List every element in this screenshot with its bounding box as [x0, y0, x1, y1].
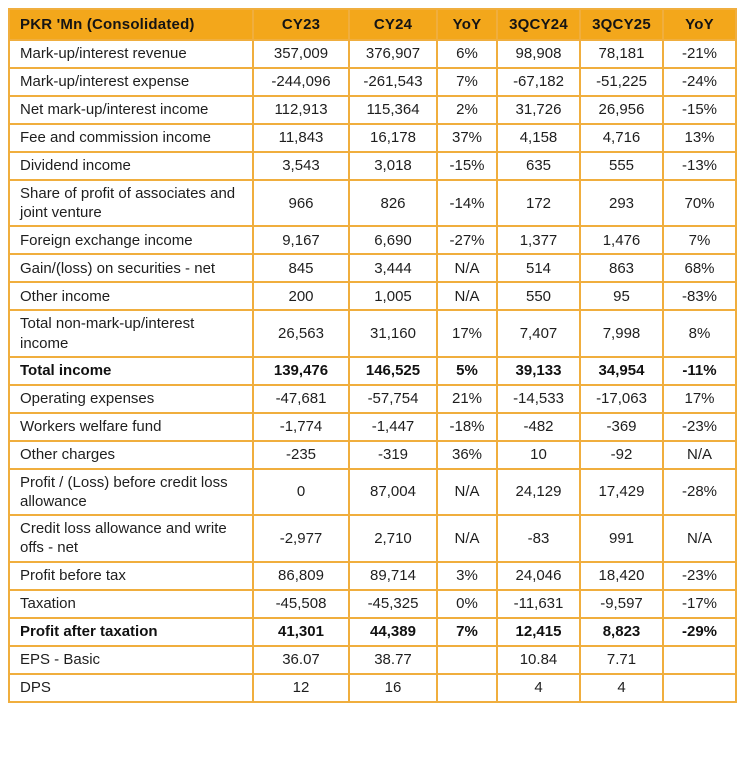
cell-value: 863	[580, 254, 663, 282]
cell-value: 0%	[437, 590, 497, 618]
table-body	[9, 40, 736, 702]
table-row	[9, 441, 736, 469]
cell-value: -319	[349, 441, 437, 469]
cell-value: 10	[497, 441, 580, 469]
cell-value: 3,444	[349, 254, 437, 282]
table-row	[9, 413, 736, 441]
column-header-label: PKR 'Mn (Consolidated)	[9, 9, 253, 40]
cell-value: 550	[497, 282, 580, 310]
cell-value: 17%	[663, 385, 736, 413]
cell-value: 26,956	[580, 96, 663, 124]
cell-value: 7%	[437, 618, 497, 646]
cell-value: 37%	[437, 124, 497, 152]
table-row	[9, 590, 736, 618]
column-header-5: 3QCY25	[580, 9, 663, 40]
cell-value: -15%	[437, 152, 497, 180]
cell-value: 357,009	[253, 40, 349, 68]
table-row	[9, 385, 736, 413]
row-label: Mark-up/interest revenue	[9, 40, 253, 68]
cell-value: N/A	[437, 469, 497, 515]
column-header-4: 3QCY24	[497, 9, 580, 40]
cell-value: 44,389	[349, 618, 437, 646]
cell-value: 78,181	[580, 40, 663, 68]
table-row	[9, 124, 736, 152]
cell-value: 7%	[437, 68, 497, 96]
cell-value: -482	[497, 413, 580, 441]
row-label: Mark-up/interest expense	[9, 68, 253, 96]
row-label: Other charges	[9, 441, 253, 469]
cell-value: -1,774	[253, 413, 349, 441]
cell-value: 24,046	[497, 562, 580, 590]
cell-value: 86,809	[253, 562, 349, 590]
cell-value: -1,447	[349, 413, 437, 441]
table-row	[9, 310, 736, 356]
table-row	[9, 562, 736, 590]
cell-value	[437, 646, 497, 674]
table-row	[9, 515, 736, 561]
cell-value: 1,476	[580, 226, 663, 254]
table-row	[9, 180, 736, 226]
cell-value: 41,301	[253, 618, 349, 646]
cell-value: 7,407	[497, 310, 580, 356]
cell-value: 1,005	[349, 282, 437, 310]
cell-value: N/A	[663, 441, 736, 469]
cell-value: 3%	[437, 562, 497, 590]
cell-value: 4,716	[580, 124, 663, 152]
cell-value: -67,182	[497, 68, 580, 96]
cell-value	[663, 646, 736, 674]
cell-value: 0	[253, 469, 349, 515]
cell-value: 376,907	[349, 40, 437, 68]
cell-value: -27%	[437, 226, 497, 254]
cell-value: 31,726	[497, 96, 580, 124]
cell-value: 966	[253, 180, 349, 226]
cell-value: 8%	[663, 310, 736, 356]
cell-value: 11,843	[253, 124, 349, 152]
cell-value: 39,133	[497, 357, 580, 385]
table-head	[9, 9, 736, 40]
row-label: Taxation	[9, 590, 253, 618]
table-row	[9, 646, 736, 674]
cell-value: 146,525	[349, 357, 437, 385]
cell-value: 115,364	[349, 96, 437, 124]
cell-value: N/A	[437, 515, 497, 561]
cell-value: -92	[580, 441, 663, 469]
table-row	[9, 96, 736, 124]
row-label: Fee and commission income	[9, 124, 253, 152]
row-label: Credit loss allowance and write offs - net	[9, 515, 253, 561]
cell-value: -23%	[663, 562, 736, 590]
cell-value: 36.07	[253, 646, 349, 674]
row-label: Gain/(loss) on securities - net	[9, 254, 253, 282]
cell-value: 18,420	[580, 562, 663, 590]
cell-value: 31,160	[349, 310, 437, 356]
cell-value: -2,977	[253, 515, 349, 561]
column-header-1: CY23	[253, 9, 349, 40]
cell-value: -244,096	[253, 68, 349, 96]
cell-value: 514	[497, 254, 580, 282]
cell-value: -29%	[663, 618, 736, 646]
cell-value: 4	[497, 674, 580, 702]
cell-value: -13%	[663, 152, 736, 180]
cell-value: 17,429	[580, 469, 663, 515]
cell-value: 10.84	[497, 646, 580, 674]
table-row	[9, 469, 736, 515]
table-row	[9, 68, 736, 96]
cell-value: -24%	[663, 68, 736, 96]
cell-value: -23%	[663, 413, 736, 441]
cell-value: 12	[253, 674, 349, 702]
cell-value: 16	[349, 674, 437, 702]
table-row	[9, 152, 736, 180]
cell-value: 38.77	[349, 646, 437, 674]
cell-value: 139,476	[253, 357, 349, 385]
row-label: EPS - Basic	[9, 646, 253, 674]
cell-value: 70%	[663, 180, 736, 226]
table-row	[9, 40, 736, 68]
cell-value: 26,563	[253, 310, 349, 356]
row-label: Foreign exchange income	[9, 226, 253, 254]
cell-value: -261,543	[349, 68, 437, 96]
column-header-6: YoY	[663, 9, 736, 40]
table-row	[9, 254, 736, 282]
cell-value: -11%	[663, 357, 736, 385]
table-row	[9, 282, 736, 310]
financial-results-table	[8, 8, 737, 703]
cell-value: 6,690	[349, 226, 437, 254]
cell-value: 845	[253, 254, 349, 282]
table-row	[9, 357, 736, 385]
cell-value: 7,998	[580, 310, 663, 356]
cell-value: -9,597	[580, 590, 663, 618]
cell-value: 826	[349, 180, 437, 226]
row-label: Net mark-up/interest income	[9, 96, 253, 124]
cell-value: 21%	[437, 385, 497, 413]
cell-value: N/A	[663, 515, 736, 561]
cell-value: -28%	[663, 469, 736, 515]
cell-value: -17,063	[580, 385, 663, 413]
row-label: Workers welfare fund	[9, 413, 253, 441]
cell-value: 24,129	[497, 469, 580, 515]
cell-value: 4,158	[497, 124, 580, 152]
row-label: Other income	[9, 282, 253, 310]
cell-value: -14%	[437, 180, 497, 226]
row-label: Total income	[9, 357, 253, 385]
cell-value: -18%	[437, 413, 497, 441]
table-row	[9, 618, 736, 646]
cell-value: 89,714	[349, 562, 437, 590]
cell-value: -21%	[663, 40, 736, 68]
column-header-2: CY24	[349, 9, 437, 40]
cell-value: 13%	[663, 124, 736, 152]
cell-value: 1,377	[497, 226, 580, 254]
cell-value: 555	[580, 152, 663, 180]
cell-value: 4	[580, 674, 663, 702]
cell-value: -47,681	[253, 385, 349, 413]
cell-value: 34,954	[580, 357, 663, 385]
cell-value: 16,178	[349, 124, 437, 152]
cell-value: 17%	[437, 310, 497, 356]
cell-value: -17%	[663, 590, 736, 618]
row-label: Profit / (Loss) before credit loss allowance	[9, 469, 253, 515]
cell-value: -83	[497, 515, 580, 561]
cell-value: 68%	[663, 254, 736, 282]
table-row	[9, 226, 736, 254]
cell-value: 6%	[437, 40, 497, 68]
cell-value: -51,225	[580, 68, 663, 96]
cell-value: 200	[253, 282, 349, 310]
cell-value: -45,325	[349, 590, 437, 618]
cell-value: -14,533	[497, 385, 580, 413]
cell-value: N/A	[437, 282, 497, 310]
cell-value: 172	[497, 180, 580, 226]
row-label: Profit after taxation	[9, 618, 253, 646]
cell-value: 87,004	[349, 469, 437, 515]
cell-value: -15%	[663, 96, 736, 124]
column-header-3: YoY	[437, 9, 497, 40]
cell-value: 112,913	[253, 96, 349, 124]
row-label: Total non-mark-up/interest income	[9, 310, 253, 356]
cell-value: 3,543	[253, 152, 349, 180]
cell-value: 5%	[437, 357, 497, 385]
row-label: Operating expenses	[9, 385, 253, 413]
cell-value: 2%	[437, 96, 497, 124]
cell-value: 9,167	[253, 226, 349, 254]
row-label: Share of profit of associates and joint venture	[9, 180, 253, 226]
row-label: Profit before tax	[9, 562, 253, 590]
cell-value: -11,631	[497, 590, 580, 618]
cell-value: N/A	[437, 254, 497, 282]
cell-value: 635	[497, 152, 580, 180]
cell-value: -83%	[663, 282, 736, 310]
cell-value: 36%	[437, 441, 497, 469]
header-row	[9, 9, 736, 40]
cell-value: -369	[580, 413, 663, 441]
cell-value: 3,018	[349, 152, 437, 180]
cell-value: 991	[580, 515, 663, 561]
cell-value: 98,908	[497, 40, 580, 68]
cell-value: 7.71	[580, 646, 663, 674]
cell-value: 7%	[663, 226, 736, 254]
table-row	[9, 674, 736, 702]
cell-value: -57,754	[349, 385, 437, 413]
cell-value: -235	[253, 441, 349, 469]
cell-value: 2,710	[349, 515, 437, 561]
row-label: DPS	[9, 674, 253, 702]
cell-value	[437, 674, 497, 702]
cell-value: -45,508	[253, 590, 349, 618]
cell-value: 8,823	[580, 618, 663, 646]
cell-value	[663, 674, 736, 702]
row-label: Dividend income	[9, 152, 253, 180]
cell-value: 12,415	[497, 618, 580, 646]
cell-value: 293	[580, 180, 663, 226]
cell-value: 95	[580, 282, 663, 310]
